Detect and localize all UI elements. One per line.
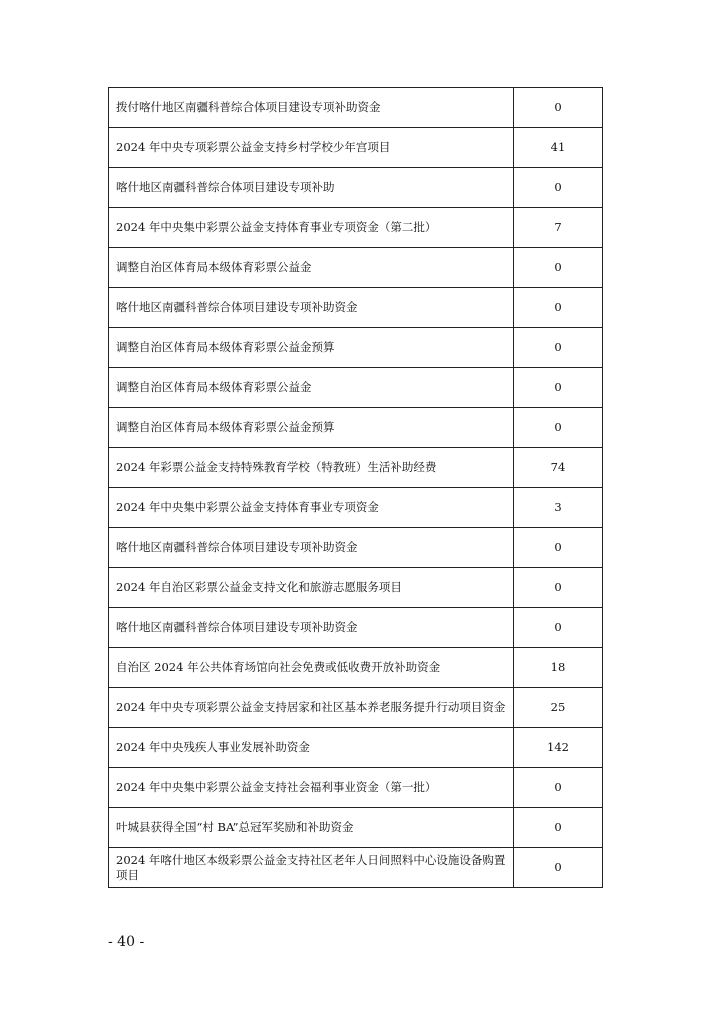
fund-allocation-table	[108, 87, 603, 888]
amount-cell: 74	[514, 448, 603, 488]
table-row	[109, 768, 603, 808]
item-name-cell: 喀什地区南疆科普综合体项目建设专项补助	[109, 168, 514, 208]
table-row	[109, 88, 603, 128]
item-name-cell: 2024 年中央集中彩票公益金支持社会福利事业资金（第一批）	[109, 768, 514, 808]
item-name-cell: 调整自治区体育局本级体育彩票公益金预算	[109, 328, 514, 368]
amount-cell: 0	[514, 768, 603, 808]
amount-cell: 25	[514, 688, 603, 728]
amount-cell: 0	[514, 608, 603, 648]
amount-cell: 0	[514, 528, 603, 568]
amount-cell: 18	[514, 648, 603, 688]
table-row	[109, 168, 603, 208]
table-row	[109, 128, 603, 168]
table-row	[109, 728, 603, 768]
item-name-cell: 拨付喀什地区南疆科普综合体项目建设专项补助资金	[109, 88, 514, 128]
table-row	[109, 608, 603, 648]
item-name-cell: 喀什地区南疆科普综合体项目建设专项补助资金	[109, 608, 514, 648]
item-name-cell: 喀什地区南疆科普综合体项目建设专项补助资金	[109, 528, 514, 568]
amount-cell: 142	[514, 728, 603, 768]
table-row	[109, 328, 603, 368]
table-row	[109, 528, 603, 568]
table-row	[109, 688, 603, 728]
item-name-cell: 2024 年彩票公益金支持特殊教育学校（特教班）生活补助经费	[109, 448, 514, 488]
amount-cell: 0	[514, 88, 603, 128]
amount-cell: 0	[514, 168, 603, 208]
item-name-cell: 2024 年中央专项彩票公益金支持居家和社区基本养老服务提升行动项目资金	[109, 688, 514, 728]
table-row	[109, 848, 603, 888]
item-name-cell: 叶城县获得全国“村 BA”总冠军奖励和补助资金	[109, 808, 514, 848]
table-row	[109, 408, 603, 448]
amount-cell: 3	[514, 488, 603, 528]
item-name-cell: 喀什地区南疆科普综合体项目建设专项补助资金	[109, 288, 514, 328]
table-row	[109, 648, 603, 688]
table-body	[109, 88, 603, 888]
table-row	[109, 368, 603, 408]
amount-cell: 0	[514, 808, 603, 848]
item-name-cell: 2024 年自治区彩票公益金支持文化和旅游志愿服务项目	[109, 568, 514, 608]
amount-cell: 0	[514, 568, 603, 608]
amount-cell: 41	[514, 128, 603, 168]
amount-cell: 0	[514, 408, 603, 448]
item-name-cell: 2024 年中央残疾人事业发展补助资金	[109, 728, 514, 768]
amount-cell: 0	[514, 848, 603, 888]
table-row	[109, 448, 603, 488]
item-name-cell: 2024 年喀什地区本级彩票公益金支持社区老年人日间照料中心设施设备购置项目	[109, 848, 514, 888]
item-name-cell: 2024 年中央集中彩票公益金支持体育事业专项资金（第二批）	[109, 208, 514, 248]
item-name-cell: 调整自治区体育局本级体育彩票公益金	[109, 368, 514, 408]
item-name-cell: 调整自治区体育局本级体育彩票公益金	[109, 248, 514, 288]
amount-cell: 0	[514, 248, 603, 288]
item-name-cell: 自治区 2024 年公共体育场馆向社会免费或低收费开放补助资金	[109, 648, 514, 688]
table-row	[109, 208, 603, 248]
table-row	[109, 488, 603, 528]
table-row	[109, 568, 603, 608]
amount-cell: 0	[514, 368, 603, 408]
table-row	[109, 288, 603, 328]
amount-cell: 7	[514, 208, 603, 248]
amount-cell: 0	[514, 328, 603, 368]
item-name-cell: 2024 年中央专项彩票公益金支持乡村学校少年宫项目	[109, 128, 514, 168]
table-row	[109, 248, 603, 288]
table-row	[109, 808, 603, 848]
page-number: - 40 -	[108, 934, 145, 950]
item-name-cell: 调整自治区体育局本级体育彩票公益金预算	[109, 408, 514, 448]
item-name-cell: 2024 年中央集中彩票公益金支持体育事业专项资金	[109, 488, 514, 528]
amount-cell: 0	[514, 288, 603, 328]
